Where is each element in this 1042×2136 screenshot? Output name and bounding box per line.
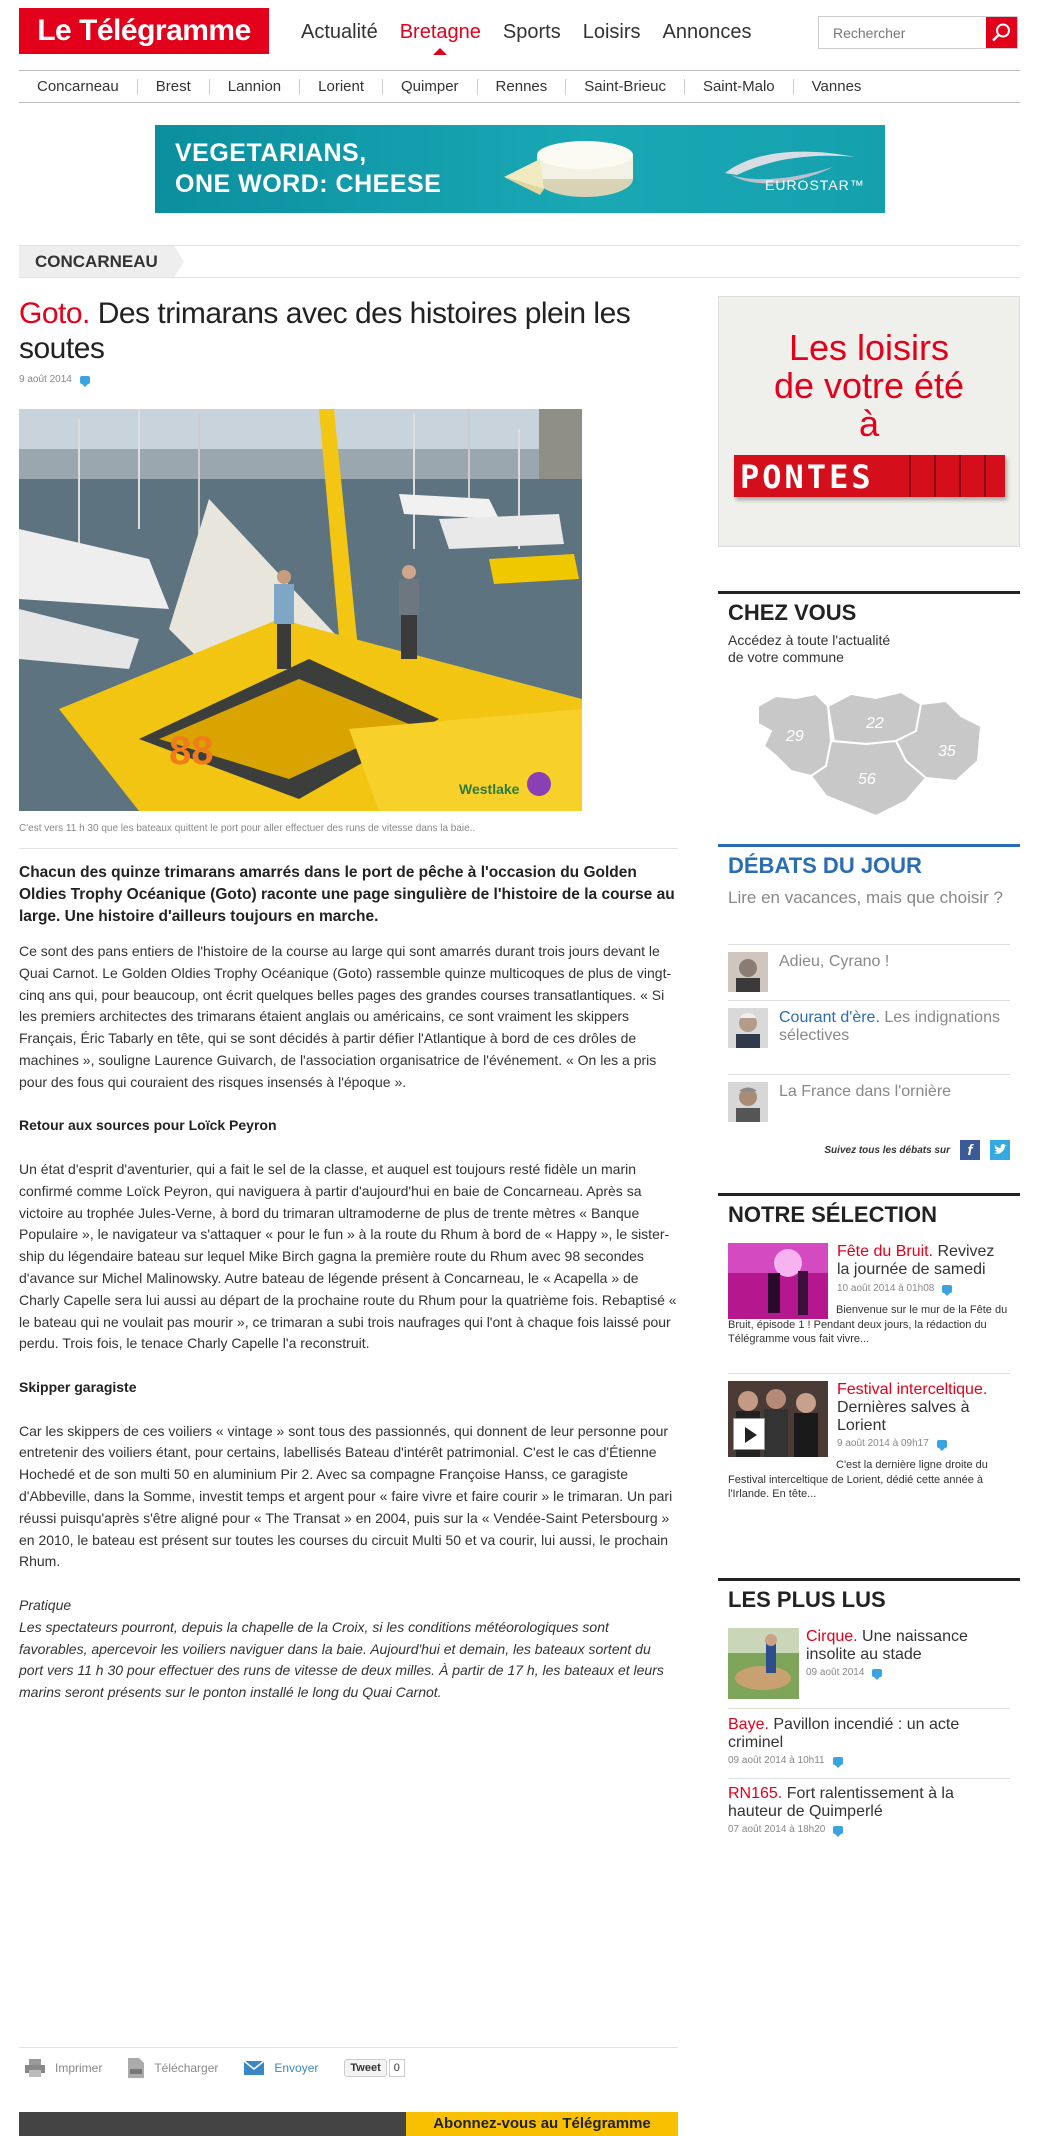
send-button[interactable] (244, 2061, 318, 2075)
social-follow (824, 1140, 1010, 1160)
plus-lus-title: LES PLUS LUS (718, 1578, 1020, 1613)
comment-icon[interactable] (872, 1669, 882, 1677)
dept-35-label: 35 (938, 743, 956, 760)
download-button[interactable] (128, 2058, 218, 2078)
most-read-title-1-text: Une naissance insolite au stade (806, 1628, 968, 1663)
banner-text (175, 138, 441, 200)
selection-desc-1: Bienvenue sur le mur de la Fête du Bruit, épisode 1 ! Pendant deux jours, la rédaction du Télégramme vous fait vivre... (728, 1304, 1008, 1345)
most-read-title-1 (806, 1628, 1010, 1664)
pontes-label: PONTES (740, 458, 874, 496)
debat-kicker: Courant d'ère. (779, 1009, 880, 1026)
debat-title-1: Adieu, Cyrano ! (779, 953, 890, 970)
chez-vous-widget (718, 591, 1020, 811)
paragraph-1: Ce sont des pans entiers de l'histoire de la course au large qui sont amarrés durant trois jours devant le Quai Carnot. Le Golden Oldies Trophy Océanique (Goto) rassemble quinze multicoques de plus de vingt-cinq ans qui, pour beaucoup, ont écrit quelques belles pages des grandes courses transatlantiques. « Si les premiers architectes des trimarans étaient anglais ou américains, ce sont vraiment les skippers Français, Éric Tabarly en tête, qui se sont décidés à partir défier l'Atlantique à bord de ces drôles de machines », souligne Laurence Guivarch, de l'association organisatrice de l'événement. « On les a pris pour des fous qui couraient des risques insensés à l'époque ». (19, 943, 672, 1090)
dept-56-label: 56 (858, 771, 876, 788)
city-link-vannes[interactable]: Vannes (811, 77, 862, 95)
most-read-date (806, 1667, 1010, 1678)
most-read-date-1: 09 août 2014 (806, 1667, 865, 1678)
ad-line-1: Les loisirs (788, 327, 950, 368)
comment-icon[interactable] (80, 376, 90, 384)
selection-date-1: 10 août 2014 à 01h08 (837, 1283, 935, 1294)
subscribe-bar (19, 2112, 678, 2136)
selection-title-2 (837, 1381, 1010, 1435)
dept-29-label: 29 (786, 728, 804, 745)
comment-icon[interactable] (942, 1285, 952, 1293)
city-link-lorient[interactable]: Lorient (300, 79, 383, 95)
trimaran-photo-image (19, 409, 582, 811)
article-title (19, 296, 678, 366)
download-label: Télécharger (154, 2060, 219, 2075)
nav-item-loisirs[interactable]: Loisirs (582, 21, 641, 43)
comment-icon[interactable] (833, 1826, 843, 1834)
email-icon (244, 2061, 264, 2075)
chez-vous-subtitle (718, 626, 1020, 666)
most-read-kicker: RN165. (728, 1785, 783, 1802)
main-nav (290, 14, 762, 50)
eurostar-label: EUROSTAR™ (765, 177, 865, 193)
play-icon[interactable] (733, 1418, 765, 1450)
comment-icon[interactable] (833, 1757, 843, 1765)
comment-icon[interactable] (937, 1440, 947, 1448)
chez-vous-subtitle-2: de votre commune (728, 649, 844, 665)
city-link-saint-malo[interactable]: Saint-Malo (685, 79, 794, 95)
nav-item-bretagne[interactable]: Bretagne (389, 14, 492, 50)
selection-kicker: Festival interceltique. (837, 1381, 988, 1398)
chez-vous-subtitle-1: Accédez à toute l'actualité (728, 632, 891, 648)
article-kicker: Goto. (19, 297, 90, 330)
article-photo (19, 409, 582, 811)
city-link-saint-brieuc[interactable]: Saint-Brieuc (566, 79, 685, 95)
article-body (19, 941, 678, 1704)
search-box (818, 16, 1018, 49)
search-icon (991, 22, 1012, 43)
cheese-image (500, 137, 640, 201)
city-link-concarneau[interactable]: Concarneau (19, 79, 138, 95)
breadcrumb (19, 245, 1020, 278)
print-icon (25, 2059, 45, 2077)
nav-item-sports[interactable]: Sports (502, 21, 561, 43)
author-avatar (728, 1008, 768, 1048)
selection-date (837, 1283, 952, 1294)
banner-line-1: VEGETARIANS, (175, 139, 367, 167)
photo-caption: C'est vers 11 h 30 que les bateaux quittent le port pour aller effectuer des runs de vitesse dans la baie.. (19, 823, 678, 849)
tweet-label: Tweet (344, 2059, 386, 2077)
selection-date (837, 1438, 947, 1449)
most-read-title-2-text: Pavillon incendié : un acte criminel (728, 1716, 960, 1751)
selection-title: NOTRE SÉLECTION (718, 1193, 1020, 1228)
site-logo[interactable]: Le Télégramme (19, 8, 269, 54)
most-read-title-3 (728, 1785, 1010, 1821)
most-read-item[interactable] (728, 1716, 1010, 1766)
most-read-date-3: 07 août 2014 à 18h20 (728, 1824, 826, 1835)
most-read-kicker: Baye. (728, 1716, 769, 1733)
print-label: Imprimer (55, 2060, 103, 2075)
most-read-date-2: 09 août 2014 à 10h11 (728, 1755, 825, 1766)
pratique-title: Pratique (19, 1596, 72, 1613)
most-read-date (728, 1755, 1010, 1766)
article-title-text: Des trimarans avec des histoires plein les soutes (19, 297, 631, 365)
selection-desc-2: C'est la dernière ligne droite du Festival interceltique de Lorient, dédié cette année à l'Irlande. En tête... (728, 1459, 988, 1500)
selection-item[interactable] (728, 1243, 1010, 1368)
debats-widget (718, 844, 1020, 1174)
svg-text:88: 88 (169, 729, 214, 773)
debat-item[interactable] (728, 1082, 1010, 1122)
banner-ad[interactable] (155, 125, 885, 213)
selection-date-2: 9 août 2014 à 09h17 (837, 1438, 929, 1449)
breadcrumb-concarneau[interactable]: CONCARNEAU (19, 246, 174, 277)
most-read-title-3-text: Fort ralentissement à la hauteur de Quimperlé (728, 1785, 954, 1820)
follow-label: Suivez tous les débats sur (824, 1144, 950, 1156)
city-link-quimper[interactable]: Quimper (383, 79, 478, 95)
most-read-title-2 (728, 1716, 1010, 1752)
twitter-icon[interactable] (990, 1140, 1010, 1160)
plus-lus-widget (718, 1578, 1020, 1858)
sidebar-ad[interactable] (718, 296, 1020, 547)
nav-item-annonces[interactable]: Annonces (662, 21, 752, 43)
most-read-thumb-image (728, 1628, 799, 1699)
most-read-item[interactable] (728, 1628, 1010, 1702)
debat-title-3: La France dans l'ornière (779, 1083, 952, 1100)
send-label: Envoyer (274, 2060, 319, 2075)
most-read-item[interactable] (728, 1785, 1010, 1835)
city-link-brest[interactable]: Brest (138, 79, 210, 95)
selection-title-1 (837, 1243, 1010, 1279)
article-meta (19, 374, 678, 385)
chez-vous-title: CHEZ VOUS (718, 591, 1020, 626)
debat-item[interactable] (728, 952, 1010, 992)
pontes-logo (734, 455, 1005, 497)
author-avatar (728, 952, 768, 992)
brittany-map (756, 686, 986, 826)
article (19, 296, 678, 2132)
search-input[interactable] (819, 17, 987, 48)
subheading-2: Skipper garagiste (19, 1378, 137, 1395)
debat-title-2 (779, 1008, 1010, 1045)
selection-title-2-text: Dernières salves à Lorient (837, 1399, 970, 1434)
tweet-count: 0 (389, 2059, 405, 2077)
most-read-kicker: Cirque. (806, 1628, 858, 1645)
pratique-box (19, 1595, 678, 1704)
article-lead: Chacun des quinze trimarans amarrés dans le port de pêche à l'occasion du Golden Oldies Trophy Océanique (Goto) raconte une page singulière de l'histoire de la course au large. Une histoire d'ailleurs toujours en marche. (19, 864, 675, 925)
paragraph-2: Un état d'esprit d'aventurier, qui a fait le sel de la classe, et auquel est toujours resté fidèle un marin confirmé comme Loïck Peyron, qui naviguera à partir d'aujourd'hui en baie de Concarneau. Après sa victoire au trophée Jules-Verne, à bord du trimaran ultramoderne de plus de trente mètres « Banque Populaire », le navigateur va s'attaquer « pour le fun » à la route du Rhum à bord de « Happy », le sister-ship du légendaire bateau sur lequel Mike Birch gagna la première route du Rhum avec 98 secondes d'avance sur Michel Malinowsky. Autre bateau de légende présent à Concarneau, le « Acapella » de Charly Capelle sera lui aussi au départ de la prochaine route du Rhum pour la quatrième fois. Rebaptisé « le bateau qui ne voulait pas mourir », ce trimaran a subi trois naufrages qui l'ont à chaque fois laissé pour perdu. Trois fois, le tenace Charly Capelle l'a reconstruit. (19, 1160, 677, 1352)
paragraph-3: Car les skippers de ces voiliers « vintage » sont tous des passionnés, qui donnent de leur personne pour entretenir des voiliers étant, pour certains, labellisés Bateau d'intérêt patrimonial. C'est le cas d'Étienne Hochedé et de son multi 50 en aluminium Pir 2. Avec sa compagne Françoise Hanss, ce garagiste d'Abbeville, dans la Somme, investit temps et argent pour « faire vivre et faire courir » le trimaran. Un pari réussi puisqu'après s'être aligné pour « The Transat » en 2004, puis sur la « Vendée-Saint Petersbourg » en 2010, le bateau est présent sur toutes les courses du circuit Multi 50 et va courir, lui aussi, le prochain Rhum. (19, 1422, 673, 1570)
article-tools (19, 2047, 678, 2087)
author-avatar (728, 1082, 768, 1122)
debat-item[interactable] (728, 1008, 1010, 1048)
selection-item[interactable] (728, 1381, 1010, 1541)
ad-line-2: de votre été (773, 365, 965, 406)
debats-title: DÉBATS DU JOUR (718, 844, 1020, 879)
ad-line-3: à (858, 403, 880, 444)
article-date: 9 août 2014 (19, 374, 72, 385)
selection-widget (718, 1193, 1020, 1573)
pdf-icon (128, 2058, 144, 2078)
svg-text:Westlake: Westlake (459, 781, 520, 797)
search-button[interactable] (986, 17, 1017, 48)
banner-line-2: ONE WORD: CHEESE (175, 170, 442, 198)
city-link-lannion[interactable]: Lannion (210, 79, 300, 95)
selection-kicker: Fête du Bruit. (837, 1243, 934, 1260)
debat-question[interactable]: Lire en vacances, mais que choisir ? (728, 888, 1003, 907)
subheading-1: Retour aux sources pour Loïck Peyron (19, 1117, 277, 1134)
subscribe-button[interactable]: Abonnez-vous au Télégramme (406, 2112, 678, 2136)
print-button[interactable] (25, 2059, 102, 2077)
city-link-rennes[interactable]: Rennes (478, 79, 567, 95)
dept-22-label: 22 (866, 715, 884, 732)
pratique-text: Les spectateurs pourront, depuis la chapelle de la Croix, si les conditions météorologiques sont favorables, apercevoir les voiliers naviguer dans la baie. Aujourd'hui et demain, les bateaux sortent du port vers 11 h 30 pour effectuer des runs de vitesse de deux milles. À partir de 17 h, les bateaux et leurs marins seront présents sur le ponton installé le long du Quai Carnot. (19, 1618, 664, 1701)
tweet-button[interactable] (344, 2059, 404, 2077)
most-read-date (728, 1824, 1010, 1835)
nav-item-actualite[interactable]: Actualité (301, 21, 378, 43)
city-nav (19, 70, 1020, 103)
debat-title-2-text: Les indignations sélectives (779, 1009, 1000, 1044)
selection-title-1-text: Revivez la journée de samedi (837, 1243, 995, 1278)
facebook-icon[interactable]: f (960, 1140, 980, 1160)
